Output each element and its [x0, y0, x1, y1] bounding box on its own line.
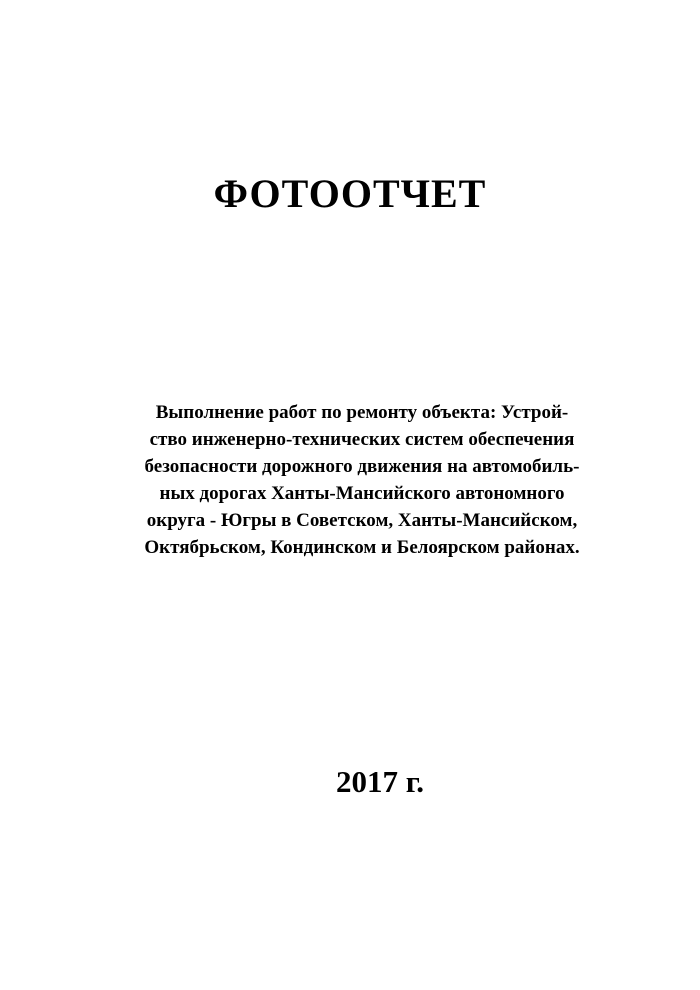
subject-line: Октябрьском, Кондинском и Белоярском районах.: [144, 537, 580, 558]
subject-line: Выполнение работ по ремонту объекта: Устрой-: [155, 402, 569, 423]
subject-line: ство инженерно-технических систем обеспечения: [149, 429, 575, 450]
subject-line: ных дорогах Ханты-Мансийского автономного: [159, 483, 565, 504]
subject-line: безопасности дорожного движения на автомобиль-: [144, 456, 580, 477]
subject-line: округа - Югры в Советском, Ханты-Мансийском,: [146, 510, 578, 531]
document-year: 2017 г.: [335, 764, 425, 799]
document-subject: [112, 399, 612, 561]
document-title: ФОТООТЧЕТ: [213, 171, 487, 216]
